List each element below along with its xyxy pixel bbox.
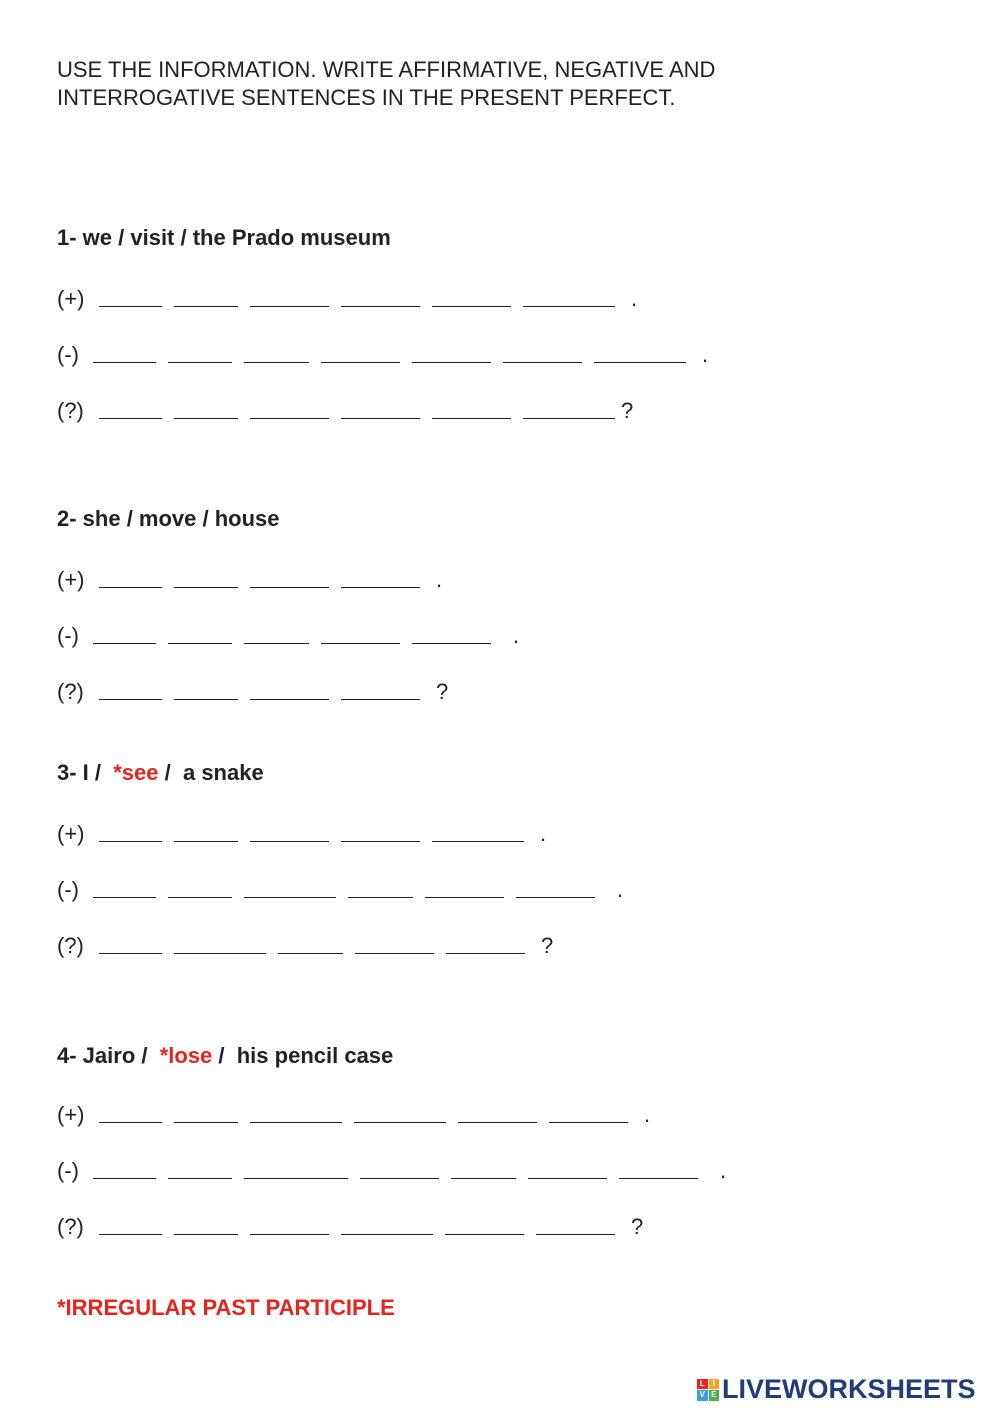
logo-badge-letter: I [709,1379,720,1390]
answer-blank[interactable] [250,1234,329,1235]
sentence-end: . [436,567,443,592]
sentence-end: . [513,623,520,648]
answer-blank[interactable] [244,897,336,898]
answer-blank[interactable] [523,306,615,307]
answer-blank[interactable] [341,418,420,419]
exercise-3 [57,759,957,958]
logo-badge-letter: V [697,1390,708,1401]
answer-blank[interactable] [446,953,525,954]
logo-badge-icon [697,1379,719,1401]
answer-blank[interactable] [99,587,162,588]
answer-blank[interactable] [321,362,400,363]
answer-blank[interactable] [244,362,309,363]
answer-blank[interactable] [536,1234,615,1235]
answer-blank[interactable] [99,418,162,419]
exercise-3-prompt [57,759,957,787]
sentence-end: . [644,1102,651,1127]
answer-blank[interactable] [99,1234,162,1235]
answer-blank[interactable] [250,587,329,588]
answer-row-negative [57,873,623,901]
sentence-end: . [702,342,709,367]
answer-blank[interactable] [250,306,329,307]
row-label: (?) [57,933,84,958]
answer-blank[interactable] [99,699,162,700]
exercise-3-prompt-pre: 3- I / [57,760,108,785]
row-label: (+) [57,821,85,846]
sentence-end: ? [541,933,554,958]
sentence-end: . [720,1158,727,1183]
sentence-end: . [540,821,547,846]
answer-blank[interactable] [174,953,266,954]
answer-blank[interactable] [99,953,162,954]
row-label: (?) [57,398,84,423]
answer-row-interrogative [57,394,633,422]
row-label: (-) [57,1158,79,1183]
liveworksheets-logo [697,1374,976,1405]
row-label: (-) [57,623,79,648]
exercise-4-prompt-pre: 4- Jairo / [57,1043,154,1068]
answer-blank[interactable] [360,1178,439,1179]
logo-badge-letter: L [697,1379,708,1390]
exercise-2 [57,505,957,704]
answer-blank[interactable] [341,699,420,700]
answer-blank[interactable] [99,306,162,307]
irregular-verb-see: *see [107,760,159,785]
row-label: (+) [57,1102,85,1127]
answer-blank[interactable] [341,306,420,307]
sentence-end: . [631,286,638,311]
answer-blank[interactable] [321,643,400,644]
logo-text: LIVEWORKSHEETS [722,1374,976,1404]
answer-blank[interactable] [174,306,238,307]
instructions-line-2: INTERROGATIVE SENTENCES IN THE PRESENT PERFECT. [57,85,676,110]
answer-blank[interactable] [168,362,232,363]
answer-blank[interactable] [594,362,686,363]
answer-row-negative [57,338,708,366]
answer-blank[interactable] [93,897,156,898]
answer-row-affirmative [57,282,637,310]
instructions [57,56,817,112]
answer-row-interrogative [57,929,553,957]
answer-blank[interactable] [250,841,329,842]
answer-blank[interactable] [348,897,413,898]
row-label: (?) [57,1214,84,1239]
answer-row-affirmative [57,563,442,591]
sentence-end: ? [631,1214,644,1239]
row-label: (?) [57,679,84,704]
answer-blank[interactable] [93,643,156,644]
exercise-1 [57,224,957,423]
row-label: (+) [57,567,85,592]
answer-blank[interactable] [425,897,504,898]
answer-blank[interactable] [168,1178,232,1179]
answer-blank[interactable] [174,587,238,588]
row-label: (-) [57,342,79,367]
answer-row-affirmative [57,817,546,845]
answer-blank[interactable] [503,362,582,363]
answer-blank[interactable] [432,841,524,842]
answer-row-affirmative [57,1098,650,1126]
answer-row-negative [57,1154,726,1182]
answer-blank[interactable] [93,362,156,363]
answer-blank[interactable] [341,1234,433,1235]
answer-blank[interactable] [341,587,420,588]
irregular-note: *IRREGULAR PAST PARTICIPLE [57,1295,395,1320]
answer-blank[interactable] [451,1178,516,1179]
answer-row-interrogative [57,675,448,703]
exercise-4 [57,1042,957,1239]
answer-blank[interactable] [412,362,491,363]
answer-blank[interactable] [528,1178,607,1179]
answer-blank[interactable] [278,953,343,954]
answer-blank[interactable] [244,1178,348,1179]
exercise-2-prompt-text: 2- she / move / house [57,506,280,531]
sentence-end: ? [436,679,449,704]
answer-blank[interactable] [523,418,615,419]
exercise-4-prompt [57,1042,957,1070]
answer-blank[interactable] [341,841,420,842]
answer-blank[interactable] [549,1122,628,1123]
answer-blank[interactable] [99,1122,162,1123]
answer-blank[interactable] [168,897,232,898]
answer-blank[interactable] [250,699,329,700]
answer-blank[interactable] [168,643,232,644]
logo-badge-letter: E [709,1390,720,1401]
exercise-4-prompt-post: / his pencil case [212,1043,394,1068]
answer-blank[interactable] [432,418,511,419]
answer-blank[interactable] [355,953,434,954]
answer-blank[interactable] [174,841,238,842]
row-label: (+) [57,286,85,311]
answer-blank[interactable] [445,1234,524,1235]
answer-blank[interactable] [516,897,595,898]
answer-blank[interactable] [99,841,162,842]
sentence-end: . [617,877,624,902]
answer-blank[interactable] [250,1122,342,1123]
answer-row-interrogative [57,1210,643,1238]
irregular-verb-lose: *lose [153,1043,213,1068]
answer-blank[interactable] [432,306,511,307]
answer-blank[interactable] [174,699,238,700]
answer-blank[interactable] [93,1178,156,1179]
answer-blank[interactable] [174,1234,238,1235]
answer-blank[interactable] [458,1122,537,1123]
answer-blank[interactable] [619,1178,698,1179]
exercise-1-prompt [57,224,957,252]
answer-blank[interactable] [174,418,238,419]
exercise-1-prompt-text: 1- we / visit / the Prado museum [57,225,391,250]
row-label: (-) [57,877,79,902]
answer-blank[interactable] [174,1122,238,1123]
sentence-end: ? [621,398,634,423]
answer-blank[interactable] [244,643,309,644]
answer-blank[interactable] [250,418,329,419]
exercise-2-prompt [57,505,957,533]
instructions-line-1: USE THE INFORMATION. WRITE AFFIRMATIVE, NEGATIVE AND [57,57,716,82]
exercise-3-prompt-post: / a snake [158,760,264,785]
answer-blank[interactable] [354,1122,446,1123]
answer-row-negative [57,619,519,647]
answer-blank[interactable] [412,643,491,644]
